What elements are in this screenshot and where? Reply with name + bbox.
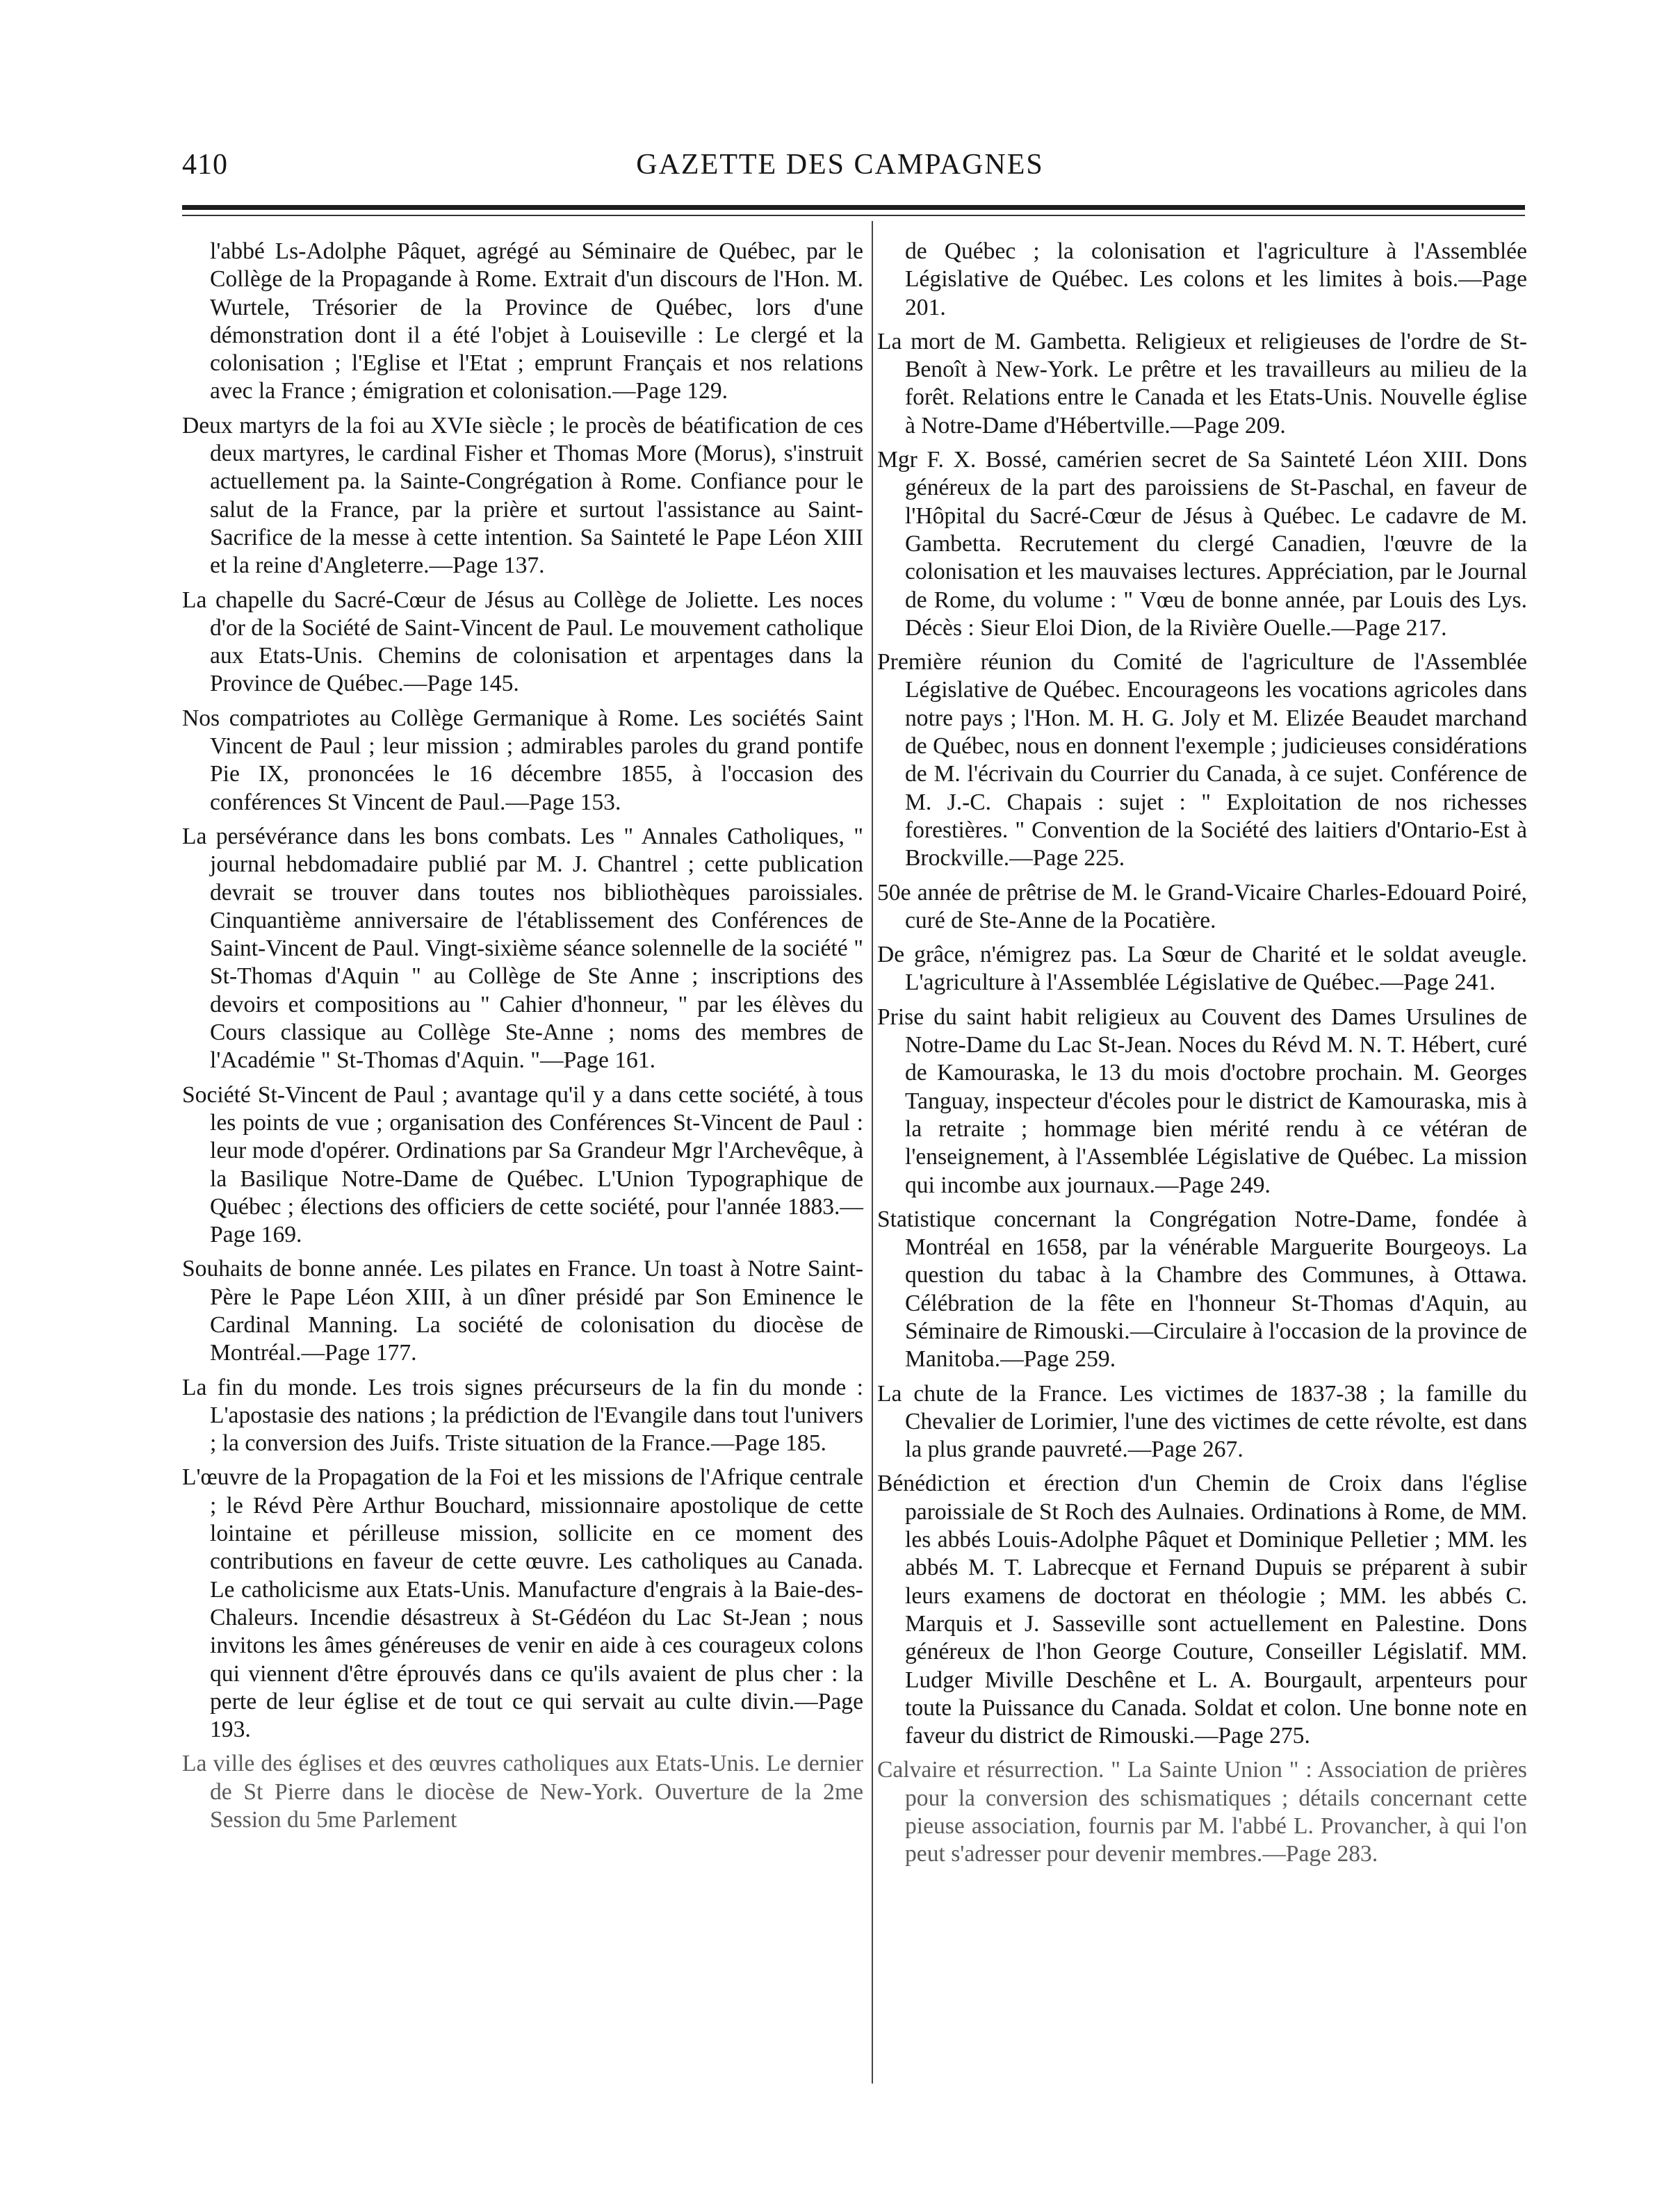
right-column bbox=[877, 238, 1527, 1875]
page-number: 410 bbox=[182, 149, 228, 181]
index-entry: L'œuvre de la Propagation de la Foi et les missions de l'Afrique centrale ; le Révd Père Arthur Bouchard, missionnaire apostolique de cette lointaine et périlleuse mission, sollicite en ce moment des contributions en faveur de cette œuvre. Les catholiques au Canada. Le catholicisme aux Etats-Unis. Manufacture d'engrais à la Baie-des-Chaleurs. Incendie désastreux à St-Gédéon du Lac St-Jean ; nous invitons les âmes généreuses de venir en aide à ces courageux colons qui viennent d'être éprouvés dans ce qu'ils avaient de plus cher : la perte de leur église et de tout ce qui servait au culte divin.—Page 193. bbox=[182, 1464, 863, 1743]
index-entry: La fin du monde. Les trois signes précurseurs de la fin du monde : L'apostasie des nations ; la prédiction de l'Evangile dans tout l'univers ; la conversion des Juifs. Triste situation de la France.—Page 185. bbox=[182, 1374, 863, 1457]
index-entry: Statistique concernant la Congrégation Notre-Dame, fondée à Montréal en 1658, par la vénérable Marguerite Bourgeoys. La question du tabac à la Chambre des Communes, à Ottawa. Célébration de la fête en l'honneur St-Thomas d'Aquin, au Séminaire de Rimouski.—Circulaire à l'occasion de la province de Manitoba.—Page 259. bbox=[877, 1206, 1527, 1373]
index-entry: La persévérance dans les bons combats. Les " Annales Catholiques, " journal hebdomadaire publié par M. J. Chantrel ; cette publication devrait se trouver dans toutes nos bibliothèques paroissiales. Cinquantième anniversaire de l'établissement des Conférences de Saint-Vincent de Paul. Vingt-sixième séance solennelle de la société " St-Thomas d'Aquin " au Collège de Ste Anne ; inscriptions des devoirs et compositions au " Cahier d'honneur, " par les élèves du Cours classique au Collège Ste-Anne ; noms des membres de l'Académie " St-Thomas d'Aquin. "—Page 161. bbox=[182, 823, 863, 1074]
index-entry: La ville des églises et des œuvres catholiques aux Etats-Unis. Le dernier de St Pierre dans le diocèse de New-York. Ouverture de la 2me Session du 5me Parlement bbox=[182, 1751, 863, 1833]
index-entry: Bénédiction et érection d'un Chemin de Croix dans l'église paroissiale de St Roch des Aulnaies. Ordinations à Rome, de MM. les abbés Louis-Adolphe Pâquet et Dominique Pelletier ; MM. les abbés M. T. Labrecque et Fernand Dupuis se préparent à subir leurs examens de doctorat en théologie ; MM. les abbés C. Marquis et J. Sasseville sont actuellement en Palestine. Dons généreux de l'hon George Couture, Conseiller Législatif. MM. Ludger Miville Deschêne et L. A. Bourgault, arpenteurs pour toute la Puissance du Canada. Soldat et colon. Une bonne note en faveur du district de Rimouski.—Page 275. bbox=[877, 1471, 1527, 1749]
index-entry: Mgr F. X. Bossé, camérien secret de Sa Sainteté Léon XIII. Dons généreux de la part des paroissiens de St-Paschal, en faveur de l'Hôpital du Sacré-Cœur de Jésus à Québec. Le cadavre de M. Gambetta. Recrutement du clergé Canadien, l'œuvre de la colonisation et les mauvaises lectures. Appréciation, par le Journal de Rome, du volume : " Vœu de bonne année, par Louis des Lys. Décès : Sieur Eloi Dion, de la Rivière Ouelle.—Page 217. bbox=[877, 447, 1527, 641]
index-entry: La chapelle du Sacré-Cœur de Jésus au Collège de Joliette. Les noces d'or de la Société de Saint-Vincent de Paul. Le mouvement catholique aux Etats-Unis. Chemins de colonisation et arpentages dans la Province de Québec.—Page 145. bbox=[182, 587, 863, 697]
index-entry: l'abbé Ls-Adolphe Pâquet, agrégé au Séminaire de Québec, par le Collège de la Propagande à Rome. Extrait d'un discours de l'Hon. M. Wurtele, Trésorier de la Province de Québec, lors d'une démonstration dont il a été l'objet à Louiseville : Le clergé et la colonisation ; l'Eglise et l'Etat ; emprunt Français et nos relations avec la France ; émigration et colonisation.—Page 129. bbox=[210, 238, 863, 404]
index-entry: De grâce, n'émigrez pas. La Sœur de Charité et le soldat aveugle. L'agriculture à l'Assemblée Législative de Québec.—Page 241. bbox=[877, 942, 1527, 996]
index-entry: Souhaits de bonne année. Les pilates en France. Un toast à Notre Saint-Père le Pape Léon XIII, à un dîner présidé par Son Eminence le Cardinal Manning. La société de colonisation du diocèse de Montréal.—Page 177. bbox=[182, 1256, 863, 1366]
header-rule-thin bbox=[182, 215, 1525, 216]
index-entry: Prise du saint habit religieux au Couvent des Dames Ursulines de Notre-Dame du Lac St-Jean. Noces du Révd M. N. T. Hébert, curé de Kamouraska, le 13 du mois d'octobre prochain. M. Georges Tanguay, inspecteur d'écoles pour le district de Kamouraska, mis à la retraite ; hommage bien mérité rendu à ce vétéran de l'enseignement, à l'Assemblée Législative de Québec. La mission qui incombe aux journaux.—Page 249. bbox=[877, 1004, 1527, 1198]
index-entry: Société St-Vincent de Paul ; avantage qu'il y a dans cette société, à tous les points de vue ; organisation des Conférences St-Vincent de Paul : leur mode d'opérer. Ordinations par Sa Grandeur Mgr l'Archevêque, à la Basilique Notre-Dame de Québec. L'Union Typographique de Québec ; élections des officiers de cette société, pour l'année 1883.—Page 169. bbox=[182, 1081, 863, 1248]
header-rule-thick bbox=[182, 205, 1525, 210]
index-entry: 50e année de prêtrise de M. le Grand-Vicaire Charles-Edouard Poiré, curé de Ste-Anne de la Pocatière. bbox=[877, 879, 1527, 933]
column-divider bbox=[872, 221, 873, 2084]
index-entry: Calvaire et résurrection. " La Sainte Union " : Association de prières pour la conversion des schismatiques ; détails concernant cette pieuse association, fournis par M. l'abbé L. Provancher, à qui l'on peut s'adresser pour devenir membres.—Page 283. bbox=[877, 1757, 1527, 1867]
index-entry: de Québec ; la colonisation et l'agriculture à l'Assemblée Législative de Québec. Les colons et les limites à bois.—Page 201. bbox=[905, 238, 1527, 320]
index-entry: La chute de la France. Les victimes de 1837-38 ; la famille du Chevalier de Lorimier, l'une des victimes de cette révolte, est dans la plus grande pauvreté.—Page 267. bbox=[877, 1380, 1527, 1463]
index-entry: Première réunion du Comité de l'agriculture de l'Assemblée Législative de Québec. Encourageons les vocations agricoles dans notre pays ; l'Hon. M. H. G. Joly et M. Elizée Beaudet marchand de Québec, nous en donnent l'exemple ; judicieuses considérations de M. l'écrivain du Courrier du Canada, à ce sujet. Conférence de M. J.-C. Chapais : sujet : " Exploitation de nos richesses forestières. " Convention de la Société des laitiers d'Ontario-Est à Brockville.—Page 225. bbox=[877, 649, 1527, 872]
running-title: GAZETTE DES CAMPAGNES bbox=[636, 149, 1044, 181]
left-column bbox=[182, 238, 863, 1840]
index-entry: La mort de M. Gambetta. Religieux et religieuses de l'ordre de St-Benoît à New-York. Le prêtre et les travailleurs au milieu de la forêt. Relations entre le Canada et les Etats-Unis. Nouvelle église à Notre-Dame d'Hébertville.—Page 209. bbox=[877, 328, 1527, 439]
index-entry: Nos compatriotes au Collège Germanique à Rome. Les sociétés Saint Vincent de Paul ; leur mission ; admirables paroles du grand pontife Pie IX, prononcées le 16 décembre 1855, à l'occasion des conférences St Vincent de Paul.—Page 153. bbox=[182, 705, 863, 815]
index-entry: Deux martyrs de la foi au XVIe siècle ; le procès de béatification de ces deux martyres, le cardinal Fisher et Thomas More (Morus), s'instruit actuellement pa. la Sainte-Congrégation à Rome. Confiance pour le salut de la France, par la prière et surtout l'assistance au Saint-Sacrifice de la messe à cette intention. Sa Sainteté le Pape Léon XIII et la reine d'Angleterre.—Page 137. bbox=[182, 412, 863, 579]
